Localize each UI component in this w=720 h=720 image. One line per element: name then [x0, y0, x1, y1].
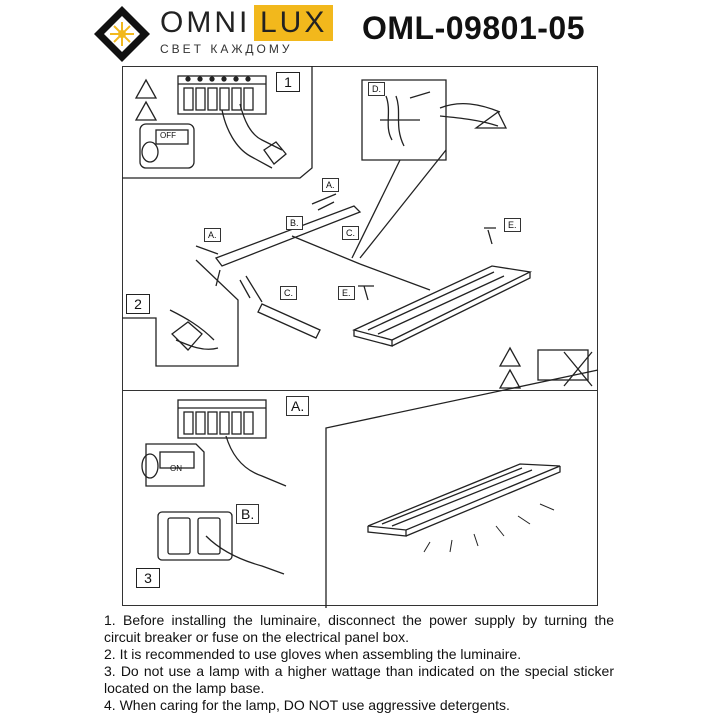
callout-d: D. — [368, 82, 385, 96]
callout-b-step3: B. — [236, 504, 259, 524]
step-number-2: 2 — [126, 294, 150, 314]
callout-a-left: A. — [204, 228, 221, 242]
step-number-1: 1 — [276, 72, 300, 92]
instruction-2: 2. It is recommended to use gloves when assembling the luminaire. — [104, 646, 522, 662]
instruction-3-line-2: located on the lamp base. — [104, 680, 265, 696]
callout-c-bottom: C. — [280, 286, 297, 300]
instruction-4: 4. When caring for the lamp, DO NOT use aggressive detergents. — [104, 697, 510, 713]
model-number: OML-09801-05 — [362, 10, 585, 46]
instructions-list — [104, 612, 614, 714]
switch-off-label: OFF — [160, 131, 176, 140]
callout-a-top: A. — [322, 178, 339, 192]
step-number-3: 3 — [136, 568, 160, 588]
callout-e-right: E. — [504, 218, 521, 232]
brand-name-lux: LUX — [254, 5, 333, 41]
callout-a-step3: A. — [286, 396, 309, 416]
instruction-1-line-1: 1. Before installing the luminaire, disconnect the power supply by turning the — [104, 612, 614, 628]
callout-c-right: C. — [342, 226, 359, 240]
switch-on-label: ON — [170, 464, 182, 473]
brand-name-omni: OMNI — [160, 6, 251, 39]
brand-slogan: СВЕТ КАЖДОМУ — [160, 42, 293, 56]
callout-b: B. — [286, 216, 303, 230]
instruction-3-line-1: 3. Do not use a lamp with a higher wattage than indicated on the special sticker — [104, 663, 614, 679]
callout-e-left: E. — [338, 286, 355, 300]
instruction-1-line-2: circuit breaker or fuse on the electrical panel box. — [104, 629, 410, 645]
